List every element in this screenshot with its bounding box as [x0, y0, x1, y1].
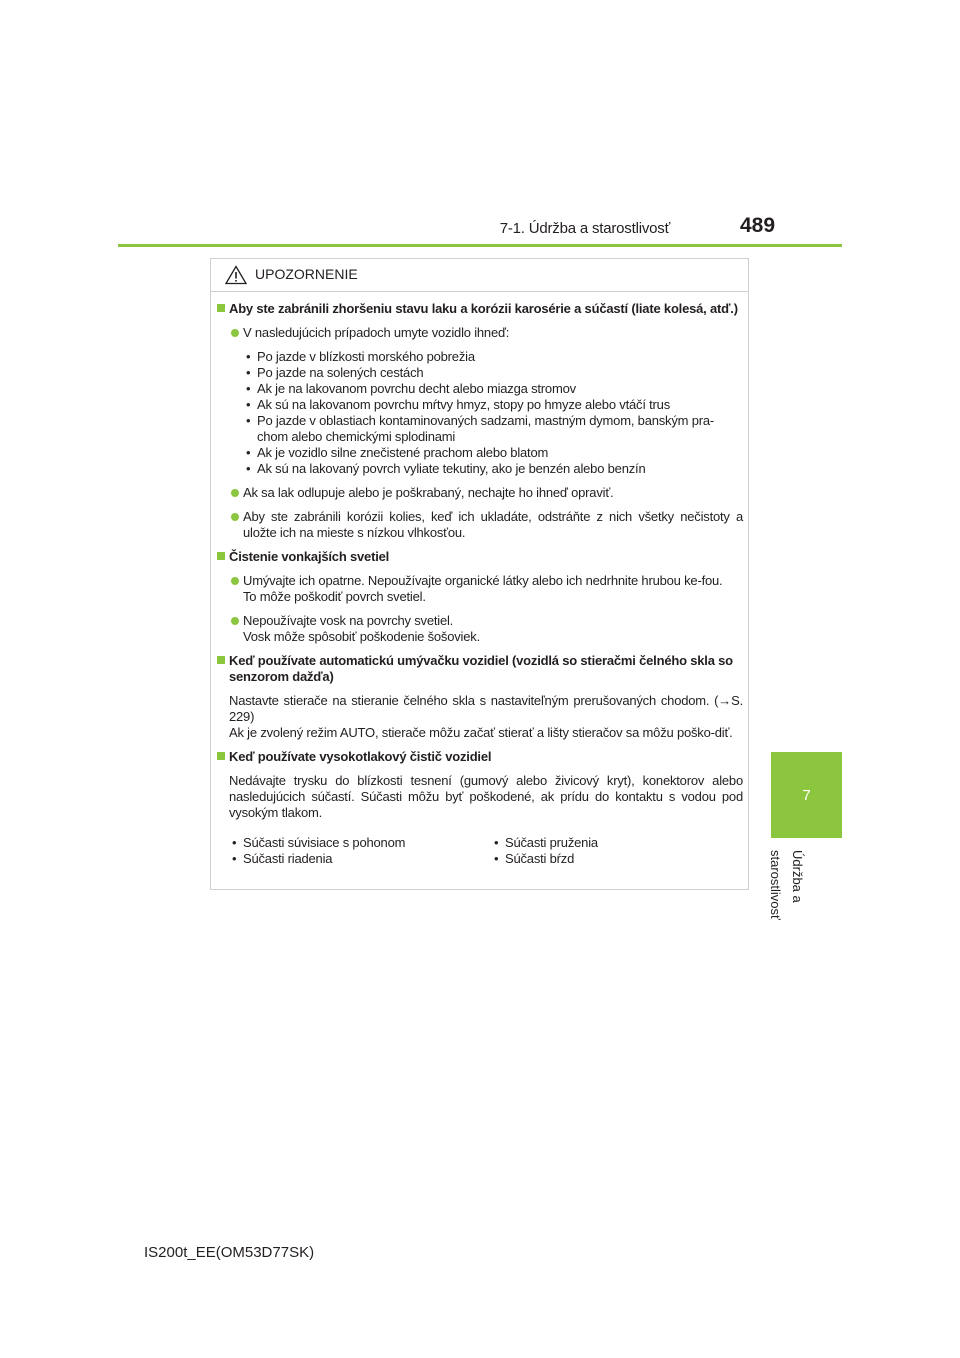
sub-item	[243, 397, 743, 413]
section-heading-text: Aby ste zabránili zhoršeniu stavu laku a korózii karosérie a súčastí (liate kolesá, atď.)	[229, 301, 738, 316]
bullet-mark: •	[246, 397, 251, 412]
paragraph-text: Ak je zvolený režim AUTO, stierače môžu začať stierať a lišty stieračov sa môžu poško-diť.	[229, 725, 733, 740]
chapter-tab	[771, 752, 842, 838]
sub-item	[491, 851, 753, 867]
bullet-note: To môže poškodiť povrch svetiel.	[243, 589, 426, 604]
sub-item	[491, 835, 753, 851]
section-heading-text: Keď používate vysokotlakový čistič vozidiel	[229, 749, 492, 764]
header-section-title: 7-1. Údržba a starostlivosť	[499, 220, 670, 237]
sub-item-text: Po jazde v blízkosti morského pobrežia	[257, 349, 475, 364]
bullet-mark: •	[246, 349, 251, 364]
header-rule	[118, 244, 842, 247]
bullet-mark: •	[246, 413, 251, 428]
sub-item-text: Po jazde na solených cestách	[257, 365, 424, 380]
sub-item	[243, 461, 743, 477]
sub-item-text: Súčasti súvisiace s pohonom	[243, 835, 406, 850]
bullet-item	[217, 325, 743, 341]
sub-item-text: Súčasti bŕzd	[505, 851, 575, 866]
paragraph-text: Nastavte stierače na stieranie čelného skla s nastaviteľným prerušovaných chodom. (→S. 229)	[229, 693, 743, 724]
parts-column-right	[491, 835, 753, 867]
section-heading	[217, 749, 743, 765]
bullet-mark: •	[246, 381, 251, 396]
sub-item-text: Ak sú na lakovanom povrchu mŕtvy hmyz, stopy po hmyze alebo vtáčí trus	[257, 397, 671, 412]
chapter-title-vertical: Údržba a starostlivosť	[768, 850, 805, 920]
bullet-text: V nasledujúcich prípadoch umyte vozidlo ihneď:	[243, 325, 510, 340]
bullet-text: Nepoužívajte vosk na povrchy svetiel.	[243, 613, 454, 628]
bullet-note: Vosk môže spôsobiť poškodenie šošoviek.	[243, 629, 480, 644]
bullet-item	[217, 509, 743, 541]
section-heading	[217, 653, 743, 685]
bullet-text: Ak sa lak odlupuje alebo je poškrabaný, nechajte ho ihneď opraviť.	[243, 485, 614, 500]
page-number: 489	[740, 214, 776, 237]
section-heading	[217, 301, 743, 317]
sub-item	[243, 381, 743, 397]
sub-item-text: Po jazde v oblastiach kontaminovaných sadzami, mastným dymom, banským pra-chom alebo chemickými splodinami	[257, 413, 715, 444]
warning-body	[217, 301, 743, 867]
green-dot-icon	[231, 489, 239, 497]
footer-model-code: IS200t_EE(OM53D77SK)	[144, 1244, 315, 1261]
parts-column-left	[229, 835, 491, 867]
sub-item	[243, 365, 743, 381]
green-dot-icon	[231, 329, 239, 337]
sub-item-text: Ak je na lakovanom povrchu decht alebo miazga stromov	[257, 381, 576, 396]
bullet-mark: •	[494, 835, 499, 850]
chapter-number: 7	[802, 786, 811, 804]
section-heading	[217, 549, 743, 565]
bullet-mark: •	[232, 835, 237, 850]
sub-item	[243, 445, 743, 461]
sub-item	[243, 349, 743, 365]
bullet-mark: •	[246, 445, 251, 460]
sub-item	[229, 851, 491, 867]
sub-item	[229, 835, 491, 851]
green-square-icon	[217, 304, 225, 312]
warning-title: UPOZORNENIE	[255, 266, 358, 282]
green-square-icon	[217, 552, 225, 560]
warning-header	[211, 259, 748, 292]
sub-list	[217, 349, 743, 477]
bullet-mark: •	[246, 461, 251, 476]
section-heading-text: Čistenie vonkajších svetiel	[229, 549, 390, 564]
green-dot-icon	[231, 577, 239, 585]
green-dot-icon	[231, 513, 239, 521]
bullet-item	[217, 573, 743, 605]
sub-item-text: Ak sú na lakovaný povrch vyliate tekutiny, ako je benzén alebo benzín	[257, 461, 646, 476]
bullet-item	[217, 485, 743, 501]
bullet-text: Aby ste zabránili korózii kolies, keď ich ukladáte, odstráňte z nich všetky nečistoty a uložte ich na mieste s nízkou vlhkosťou.	[243, 509, 743, 540]
section-heading-text: Keď používate automatickú umývačku vozidiel (vozidlá so stieračmi čelného skla so senzorom dažďa)	[229, 653, 733, 684]
bullet-mark: •	[232, 851, 237, 866]
sub-item-text: Súčasti pruženia	[505, 835, 598, 850]
sub-item-text: Ak je vozidlo silne znečistené prachom alebo blatom	[257, 445, 549, 460]
bullet-item	[217, 613, 743, 645]
green-square-icon	[217, 752, 225, 760]
bullet-text: Umývajte ich opatrne. Nepoužívajte organické látky alebo ich nedrhnite hrubou ke-fou.	[243, 573, 723, 588]
parts-columns	[217, 835, 743, 867]
paragraph-text: Nedávajte trysku do blízkosti tesnení (gumový alebo živicový kryt), konektorov alebo nasledujúcich súčastí. Súčasti môžu byť poškodené, ak prídu do kontaktu s vodou pod vysokým tlakom.	[229, 773, 743, 820]
green-square-icon	[217, 656, 225, 664]
bullet-mark: •	[494, 851, 499, 866]
sub-item	[243, 413, 743, 445]
warning-box	[210, 258, 749, 890]
green-dot-icon	[231, 617, 239, 625]
bullet-mark: •	[246, 365, 251, 380]
paragraph	[217, 773, 743, 821]
sub-item-text: Súčasti riadenia	[243, 851, 333, 866]
paragraph	[217, 693, 743, 741]
warning-triangle-icon	[225, 265, 247, 285]
